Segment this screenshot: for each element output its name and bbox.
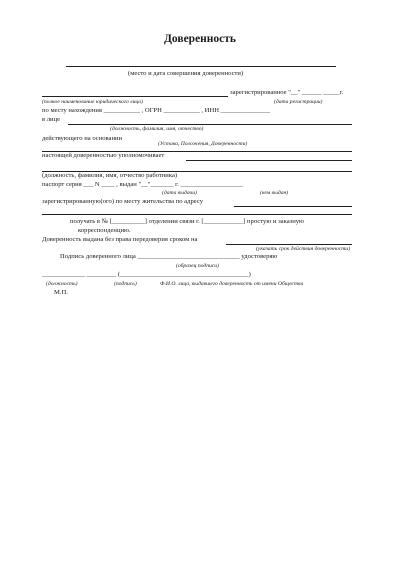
fio-caption: Ф.И.О. лица, выдавшего доверенность от имени Общества: [160, 281, 304, 287]
person-caption: (должность, фамилия, имя, отчество): [110, 126, 204, 132]
validity-line: [226, 244, 352, 245]
address-line: [42, 214, 352, 215]
issued-by-caption: (кем выдан): [260, 190, 289, 196]
reg-date-caption: (дата регистрации): [274, 99, 323, 105]
validity-label: Доверенность выдана без права передоверия сроком на: [42, 236, 198, 243]
position-caption: (должность): [46, 281, 78, 287]
basis-caption: (Устава, Положения, Доверенности): [158, 141, 248, 147]
empowers-line: [186, 160, 352, 161]
signature-line: Подпись доверенного лица _______________________________ удостоверяю: [60, 253, 278, 260]
empowers-label: настоящей доверенностью уполномочивает: [42, 152, 165, 159]
place-date-caption: (место и дата совершения доверенности): [128, 70, 244, 77]
registered-line: зарегистрированное "__" ______ _____г.: [230, 89, 344, 96]
issue-date-caption: (дата выдачи): [162, 190, 197, 196]
passport-line: паспорт серия ___ N ____ , выдан "__"_______ г. ___________________: [42, 181, 244, 188]
document-title: Доверенность: [163, 33, 237, 45]
stamp-label: М.П.: [54, 289, 68, 296]
receive-line-1: получать в № [__________] отделении связи г. [____________] простую и заказную: [70, 218, 304, 225]
residence-label: зарегистрированную(ого) по месту жительства по адресу: [42, 198, 203, 205]
receive-line-2: корреспонденцию.: [78, 227, 131, 234]
person-label: в лице: [42, 116, 61, 123]
residence-line: [234, 206, 352, 207]
sign-caption: (подпись): [114, 281, 137, 287]
org-name-line: [42, 96, 228, 97]
basis-label: действующего на основании: [42, 135, 123, 142]
worker-caption: (должность, фамилия, имя, отчество работника): [42, 172, 178, 179]
validity-caption: (указать срок действия доверенности): [256, 246, 350, 252]
signature-caption: (образец подписи): [176, 263, 219, 269]
place-date-line: [66, 66, 336, 67]
person-line: [68, 124, 352, 125]
sign-row: _____________ _________ (_______________________________________): [42, 271, 251, 278]
org-caption: (полное наименование юридического лица): [42, 99, 143, 105]
location-line: по месту нахождения ___________ , ОГРН ___________ , ИНН _______________: [42, 107, 271, 114]
